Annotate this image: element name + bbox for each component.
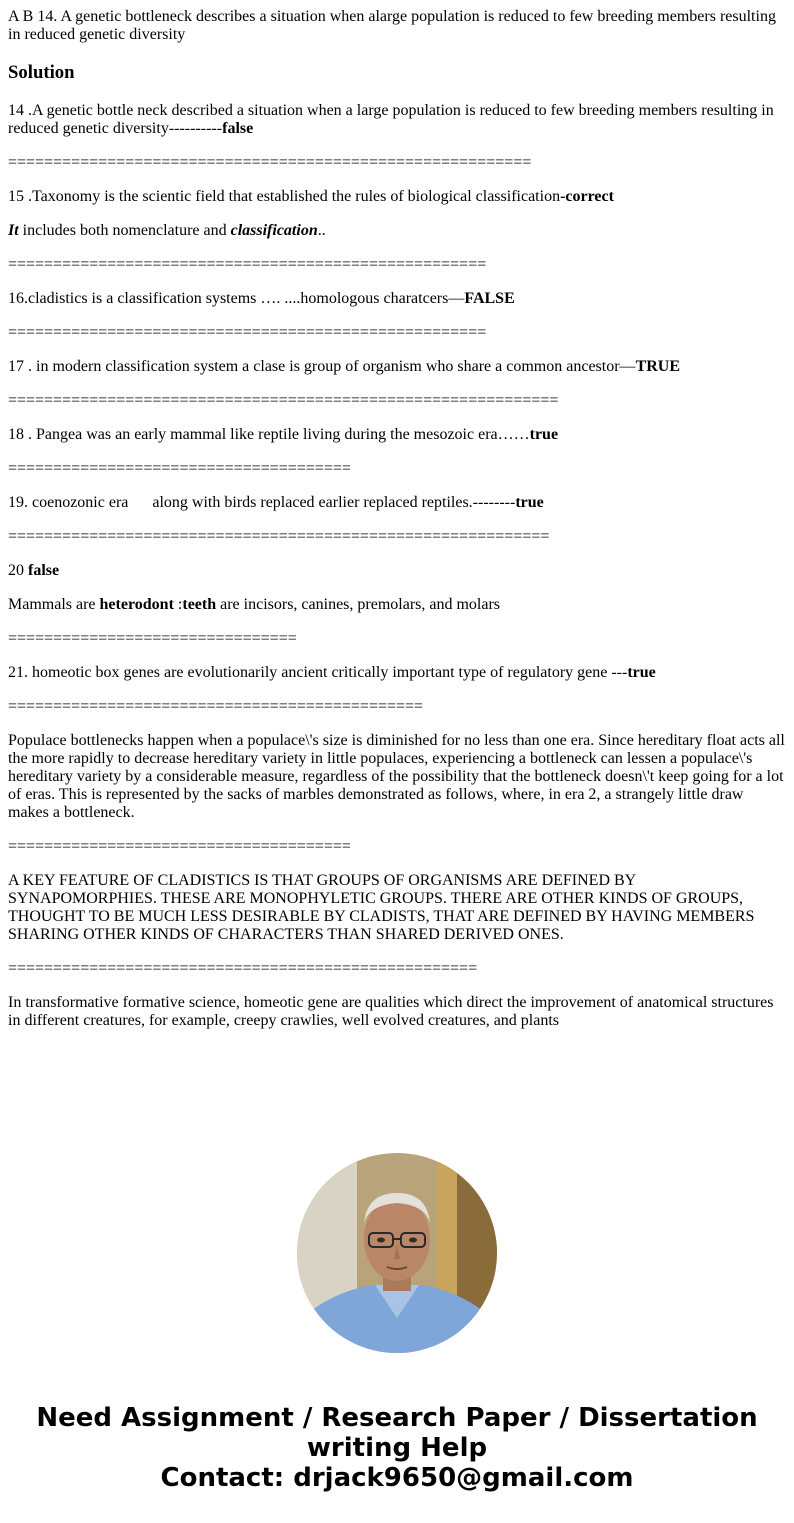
answer-20 bbox=[8, 562, 786, 580]
answer-15-note bbox=[8, 222, 786, 240]
answer-14-verdict: false bbox=[222, 120, 254, 137]
answer-17-verdict: TRUE bbox=[635, 358, 681, 375]
answer-18 bbox=[8, 426, 786, 444]
answer-14 bbox=[8, 102, 786, 138]
answer-15 bbox=[8, 188, 786, 206]
paragraph-homeotic: In transformative formative science, homeotic gene are qualities which direct the improvement of anatomical structures in different creatures, for example, creepy crawlies, well evolved creatures, and plants bbox=[8, 994, 774, 1029]
note-it: It bbox=[8, 222, 19, 239]
paragraph-bottleneck: Populace bottlenecks happen when a populace\'s size is diminished for no less than one era. Since hereditary float acts all the more rapidly to decrease hereditary variety in little populaces, experiencing a bottleneck can lessen a populace\'s hereditary variety by a considerable measure, regardless of the possibility that the bottleneck doesn\'t keep going for a lot of eras. This is represented by the sacks of marbles demonstrated as follows, where, in era 2, a strangely little draw makes a bottleneck. bbox=[8, 732, 785, 821]
answer-21-verdict: true bbox=[627, 664, 656, 681]
separator: ================================ bbox=[8, 630, 297, 647]
separator: ==================================================== bbox=[8, 960, 478, 977]
separator: ====================================== bbox=[8, 838, 351, 855]
separator: ============================================================= bbox=[8, 392, 559, 409]
note-tail: .. bbox=[317, 222, 326, 239]
separator: ============================================== bbox=[8, 698, 424, 715]
note-colon: : bbox=[173, 596, 183, 613]
note-teeth: teeth bbox=[182, 596, 217, 613]
answer-16-verdict: FALSE bbox=[464, 290, 515, 307]
answer-16 bbox=[8, 290, 786, 308]
answer-15-text: 15 .Taxonomy is the scientic field that established the rules of biological classification bbox=[8, 188, 561, 205]
answer-21 bbox=[8, 664, 786, 682]
footer-banner bbox=[0, 1403, 794, 1493]
note-term: classification bbox=[230, 222, 318, 239]
answer-17-text: 17 . in modern classification system a clase is group of organism who share a common ancestor— bbox=[8, 358, 636, 375]
note-mid: includes both nomenclature and bbox=[18, 222, 231, 239]
question-text: A B 14. A genetic bottleneck describes a situation when alarge population is reduced to few breeding members resulting in reduced genetic diversity bbox=[8, 8, 776, 43]
answer-21-text: 21. homeotic box genes are evolutionarily ancient critically important type of regulatory gene --- bbox=[8, 664, 628, 681]
answer-18-text: 18 . Pangea was an early mammal like reptile living during the mesozoic era…… bbox=[8, 426, 530, 443]
paragraph-cladistics: A KEY FEATURE OF CLADISTICS IS THAT GROUPS OF ORGANISMS ARE DEFINED BY SYNAPOMORPHIES. THESE ARE MONOPHYLETIC GROUPS. THERE ARE OTHER KINDS OF GROUPS, THOUGHT TO BE MUCH LESS DESIRABLE BY CLADISTS, THAT ARE DEFINED BY HAVING MEMBERS SHARING OTHER KINDS OF CHARACTERS THAN SHARED DERIVED ONES. bbox=[8, 872, 755, 943]
answer-20-note bbox=[8, 596, 786, 614]
answer-14-text: 14 .A genetic bottle neck described a situation when a large population is reduced to few breeding members resulting in reduced genetic diversity---------- bbox=[8, 102, 774, 137]
separator: ===================================================== bbox=[8, 324, 487, 341]
note-heterodont: heterodont bbox=[99, 596, 174, 613]
answer-16-text: 16.cladistics is a classification systems …. ....homologous charatcers— bbox=[8, 290, 465, 307]
answer-20-num: 20 bbox=[8, 562, 28, 579]
note-post: are incisors, canines, premolars, and molars bbox=[216, 596, 501, 613]
avatar bbox=[297, 1153, 497, 1353]
answer-19 bbox=[8, 494, 786, 512]
answer-18-verdict: true bbox=[529, 426, 559, 443]
answer-15-verdict: -correct bbox=[560, 188, 614, 205]
footer-line-2: writing Help bbox=[306, 1433, 488, 1463]
separator: ===================================================== bbox=[8, 256, 487, 273]
separator: ============================================================ bbox=[8, 528, 550, 545]
footer-contact: Contact: drjack9650@gmail.com bbox=[160, 1463, 634, 1493]
separator: ========================================================== bbox=[8, 154, 532, 171]
note-pre: Mammals are bbox=[8, 596, 100, 613]
answer-17 bbox=[8, 358, 786, 376]
answer-19-text: 19. coenozonic era along with birds replaced earlier replaced reptiles.-------- bbox=[8, 494, 516, 511]
separator: ====================================== bbox=[8, 460, 351, 477]
portrait-photo bbox=[297, 1153, 497, 1353]
answer-20-verdict: false bbox=[28, 562, 60, 579]
answer-19-verdict: true bbox=[515, 494, 544, 511]
footer-line-1: Need Assignment / Research Paper / Dissertation bbox=[36, 1403, 758, 1433]
solution-heading: Solution bbox=[8, 62, 75, 83]
